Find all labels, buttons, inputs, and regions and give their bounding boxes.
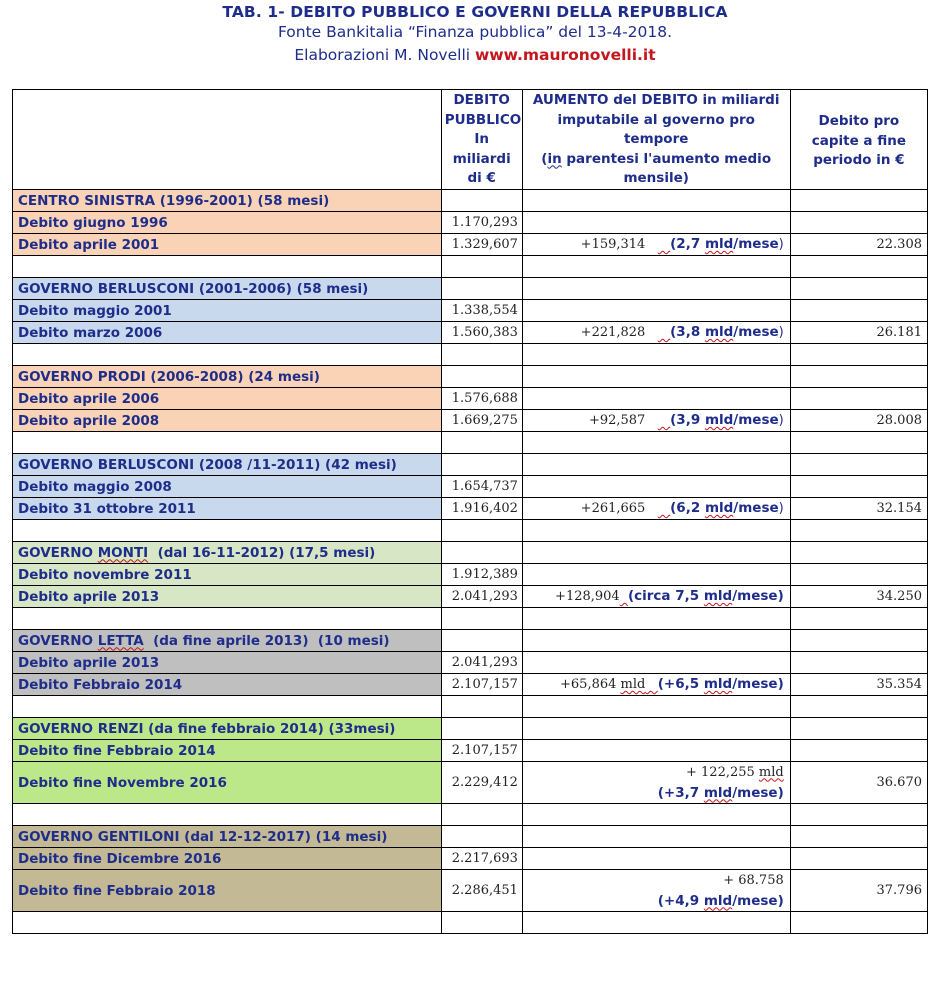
debt-value: 1.329,607 [441,234,522,256]
row-label: Debito fine Dicembre 2016 [13,848,442,870]
per-capita-value: 26.181 [790,322,927,344]
debt-increase: +92,587 (3,9 mld/mese) [522,410,790,432]
debt-value: 1.916,402 [441,498,522,520]
debt-increase: +128,904 (circa 7,5 mld/mese) [522,586,790,608]
row-label: Debito maggio 2001 [13,300,442,322]
per-capita-value: 36.670 [790,762,927,804]
table-row [13,234,928,256]
group-title: GOVERNO PRODI (2006-2008) (24 mesi) [13,366,442,388]
table-row [13,300,928,322]
group-title-row [13,542,928,564]
row-label: Debito aprile 2006 [13,388,442,410]
debt-increase: +65,864 mld (+6,5 mld/mese) [522,674,790,696]
table-row [13,388,928,410]
header-blank [13,90,442,190]
credit-prefix: Elaborazioni M. Novelli [294,46,475,64]
group-title-row [13,454,928,476]
debt-value: 2.286,451 [441,870,522,912]
row-label: Debito marzo 2006 [13,322,442,344]
debt-increase: +159,314 (2,7 mld/mese) [522,234,790,256]
debt-value: 1.560,383 [441,322,522,344]
group-title: GOVERNO LETTA (da fine aprile 2013) (10 mesi) [13,630,442,652]
table-row [13,586,928,608]
header-per-capita: Debito pro capite a fine periodo in € [790,90,927,190]
debt-value: 1.338,554 [441,300,522,322]
group-title-row [13,630,928,652]
table-row [13,322,928,344]
row-label: Debito novembre 2011 [13,564,442,586]
table-row [13,762,928,804]
row-label: Debito Febbraio 2014 [13,674,442,696]
row-label: Debito maggio 2008 [13,476,442,498]
group-title: GOVERNO MONTI (dal 16-11-2012) (17,5 mesi) [13,542,442,564]
debt-increase: +221,828 (3,8 mld/mese) [522,322,790,344]
group-title-row [13,826,928,848]
debt-increase: + 122,255 mld (+3,7 mld/mese) [522,762,790,804]
group-title-row [13,366,928,388]
header-debt: DEBITO PUBBLICO In miliardi di € [441,90,522,190]
group-title: GOVERNO GENTILONI (dal 12-12-2017) (14 mesi) [13,826,442,848]
group-title: GOVERNO BERLUSCONI (2001-2006) (58 mesi) [13,278,442,300]
debt-value: 1.912,389 [441,564,522,586]
row-label: Debito fine Novembre 2016 [13,762,442,804]
row-label: Debito aprile 2013 [13,652,442,674]
debt-value: 2.041,293 [441,652,522,674]
debt-increase: +261,665 (6,2 mld/mese) [522,498,790,520]
credit-link[interactable]: www.mauronovelli.it [474,46,656,64]
group-title: GOVERNO RENZI (da fine febbraio 2014) (33mesi) [13,718,442,740]
header-increase: AUMENTO del DEBITO in miliardi imputabile al governo pro tempore (in parentesi l'aumento medio mensile) [522,90,790,190]
table-row [13,410,928,432]
row-label: Debito fine Febbraio 2018 [13,870,442,912]
debt-value: 1.669,275 [441,410,522,432]
row-label: Debito aprile 2013 [13,586,442,608]
table-row [13,498,928,520]
debt-value: 2.217,693 [441,848,522,870]
debt-value: 1.170,293 [441,212,522,234]
row-label: Debito aprile 2001 [13,234,442,256]
debt-value: 2.229,412 [441,762,522,804]
table-row [13,870,928,912]
per-capita-value: 37.796 [790,870,927,912]
source-note: Fonte Bankitalia “Finanza pubblica” del 13-4-2018. [277,23,673,41]
debt-value: 1.576,688 [441,388,522,410]
table-title: TAB. 1- DEBITO PUBBLICO E GOVERNI DELLA REPUBBLICA [222,3,728,21]
per-capita-value: 28.008 [790,410,927,432]
per-capita-value: 22.308 [790,234,927,256]
table-row [13,564,928,586]
debt-value: 2.107,157 [441,740,522,762]
debt-table [12,89,928,934]
table-row [13,740,928,762]
table-row [13,212,928,234]
table-row [13,848,928,870]
debt-value: 1.654,737 [441,476,522,498]
debt-value: 2.107,157 [441,674,522,696]
per-capita-value: 32.154 [790,498,927,520]
group-title: GOVERNO BERLUSCONI (2008 /11-2011) (42 mesi) [13,454,442,476]
row-label: Debito giugno 1996 [13,212,442,234]
row-label: Debito 31 ottobre 2011 [13,498,442,520]
per-capita-value: 35.354 [790,674,927,696]
per-capita-value: 34.250 [790,586,927,608]
group-title-row [13,718,928,740]
header-row [13,90,928,190]
group-title: CENTRO SINISTRA (1996-2001) (58 mesi) [13,190,442,212]
table-row [13,476,928,498]
debt-increase: + 68.758 (+4,9 mld/mese) [522,870,790,912]
debt-value: 2.041,293 [441,586,522,608]
credit-line [0,46,950,64]
group-title-row [13,190,928,212]
table-row [13,652,928,674]
row-label: Debito aprile 2008 [13,410,442,432]
group-title-row [13,278,928,300]
row-label: Debito fine Febbraio 2014 [13,740,442,762]
table-row [13,674,928,696]
